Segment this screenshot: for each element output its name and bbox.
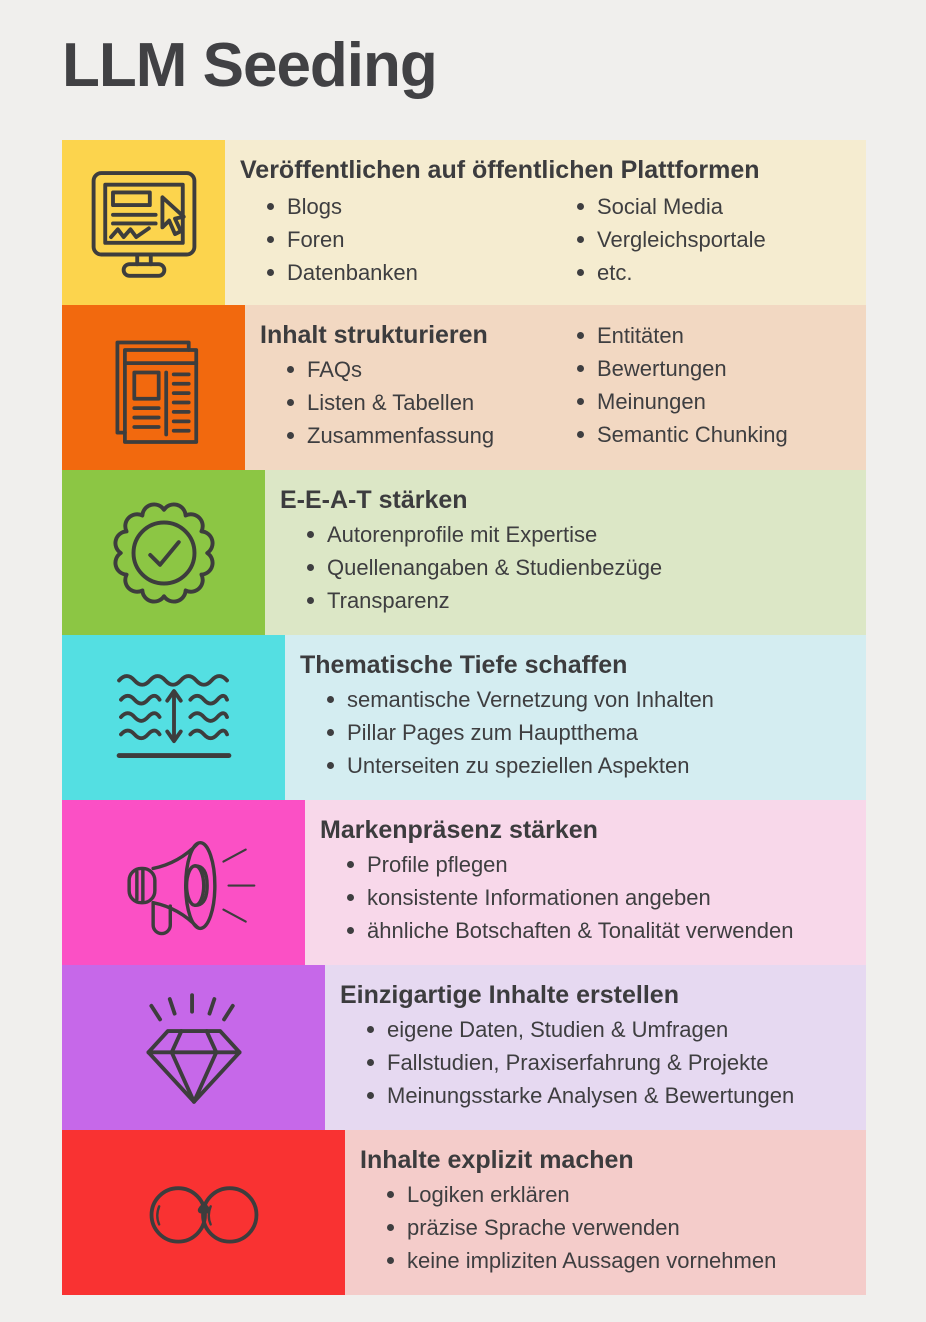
bullet-list [305,518,858,617]
bullet-item: Entitäten [575,319,858,352]
bullet-item: semantische Vernetzung von Inhalten [325,683,858,716]
row-title: E-E-A-T stärken [280,486,468,514]
row-title: Thematische Tiefe schaffen [300,651,628,679]
row-thematic-depth [62,635,866,800]
row-title: Einzigartige Inhalte erstellen [340,981,679,1009]
row-explicit-content [62,1130,866,1295]
megaphone-icon [112,822,256,944]
bullet-list [265,190,575,289]
newspaper-icon [93,329,215,447]
page-title: LLM Seeding [62,31,437,100]
icon-box [62,140,225,305]
row-title: Markenpräsenz stärken [320,816,598,844]
row-content [265,470,866,635]
icon-box [62,965,325,1130]
bullet-item: Semantic Chunking [575,418,858,451]
bullet-item: eigene Daten, Studien & Umfragen [365,1013,858,1046]
infographic [62,140,866,1295]
bullet-item: Datenbanken [265,256,575,289]
bullet-item: präzise Sprache verwenden [385,1211,858,1244]
bullet-item: konsistente Informationen angeben [345,881,858,914]
row-title: Inhalt strukturieren [260,321,488,349]
bullet-item: Meinungsstarke Analysen & Bewertungen [365,1079,858,1112]
bullet-item: Unterseiten zu speziellen Aspekten [325,749,858,782]
depth-waves-icon [110,665,238,771]
diamond-icon [131,987,257,1109]
row-brand-presence [62,800,866,965]
icon-box [62,470,265,635]
row-content [325,965,866,1130]
bullet-list [575,319,858,451]
bullet-list [385,1178,858,1277]
icon-box [62,635,285,800]
bullet-item: Autorenprofile mit Expertise [305,518,858,551]
row-eeat [62,470,866,635]
row-content [245,305,866,470]
bullet-item: Zusammenfassung [285,419,575,452]
row-content [225,140,866,305]
glasses-icon [142,1170,266,1256]
row-title: Veröffentlichen auf öffentlichen Plattformen [240,156,760,184]
row-title: Inhalte explizit machen [360,1146,634,1174]
bullet-item: Social Media [575,190,858,223]
bullet-list [575,190,858,289]
bullet-item: Fallstudien, Praxiserfahrung & Projekte [365,1046,858,1079]
bullet-item: FAQs [285,353,575,386]
bullet-item: Profile pflegen [345,848,858,881]
badge-check-icon [105,494,223,612]
bullet-item: Logiken erklären [385,1178,858,1211]
bullet-item: Quellenangaben & Studienbezüge [305,551,858,584]
row-content [285,635,866,800]
bullet-list [325,683,858,782]
bullet-list [285,353,575,452]
icon-box [62,800,305,965]
bullet-list [345,848,858,947]
row-unique-content [62,965,866,1130]
bullet-item: Meinungen [575,385,858,418]
bullet-item: Bewertungen [575,352,858,385]
bullet-item: etc. [575,256,858,289]
row-structure-content [62,305,866,470]
icon-box [62,1130,345,1295]
bullet-item: Vergleichsportale [575,223,858,256]
icon-box [62,305,245,470]
bullet-item: ähnliche Botschaften & Tonalität verwenden [345,914,858,947]
bullet-list [365,1013,858,1112]
bullet-item: Pillar Pages zum Hauptthema [325,716,858,749]
monitor-cursor-icon [81,167,207,279]
row-content [345,1130,866,1295]
bullet-item: keine impliziten Aussagen vornehmen [385,1244,858,1277]
row-publish-platforms [62,140,866,305]
bullet-item: Blogs [265,190,575,223]
bullet-item: Transparenz [305,584,858,617]
bullet-item: Listen & Tabellen [285,386,575,419]
row-content [305,800,866,965]
bullet-item: Foren [265,223,575,256]
